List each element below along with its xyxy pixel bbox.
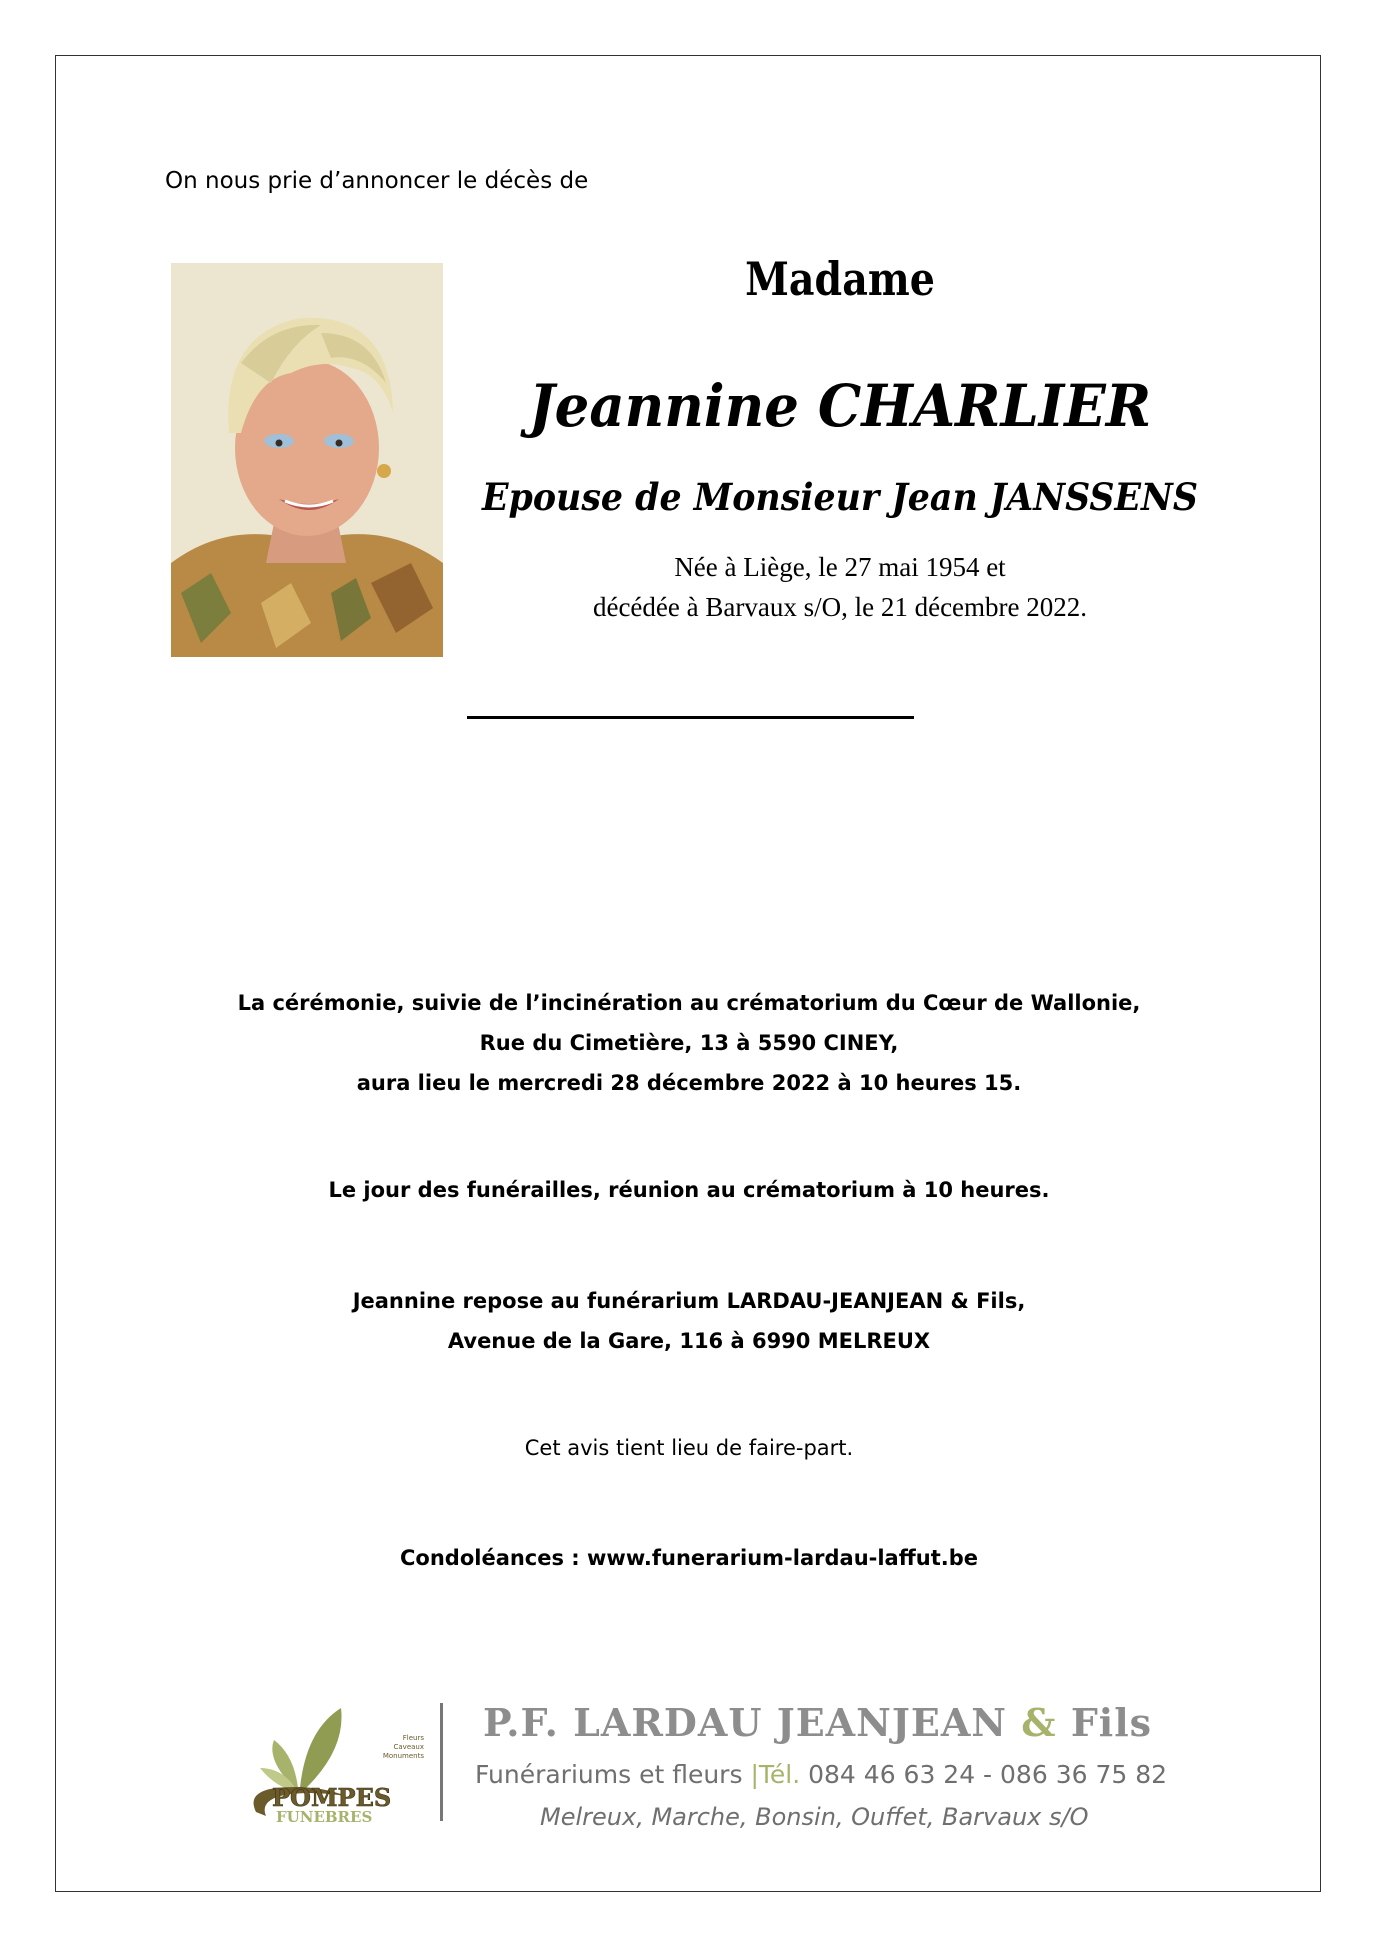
death-line: décédée à Barvaux s/O, le 21 décembre 2022.	[592, 592, 1088, 622]
birth-line: Née à Liège, le 27 mai 1954 et	[674, 552, 1006, 582]
company-amp: &	[1021, 1700, 1057, 1745]
company-suffix: Fils	[1056, 1700, 1153, 1745]
company-towns: Melreux, Marche, Bonsin, Ouffet, Barvaux s/O	[540, 1803, 1089, 1831]
intro-text: On nous prie d’annoncer le décès de	[165, 168, 589, 194]
ceremony-line-1: La cérémonie, suivie de l’incinération au crématorium du Cœur de Wallonie,	[237, 991, 1141, 1015]
rest-line-2: Avenue de la Gare, 116 à 6990 MELREUX	[447, 1329, 931, 1353]
logo-small-line-2: Caveaux	[393, 1743, 424, 1751]
rest-line-1: Jeannine repose au funérarium LARDAU-JEANJEAN & Fils,	[352, 1289, 1026, 1313]
meeting-text: Le jour des funérailles, réunion au crématorium à 10 heures.	[328, 1178, 1050, 1202]
condolences-text: Condoléances : www.funerarium-lardau-laffut.be	[400, 1546, 978, 1570]
company-prefix: P.F. LARDAU JEANJEAN	[483, 1700, 1022, 1745]
deceased-spouse: Epouse de Monsieur Jean JANSSENS	[482, 475, 1198, 519]
logo-text-funebres: FUNEBRES	[276, 1808, 373, 1826]
logo-text-pompes: POMPES	[272, 1783, 392, 1812]
footer-divider	[440, 1703, 443, 1821]
ceremony-block	[100, 983, 1278, 1103]
deceased-title: Madame	[745, 252, 935, 306]
company-services	[475, 1760, 1167, 1789]
logo-small-line-1: Fleurs	[402, 1734, 424, 1742]
portrait-photo	[171, 263, 443, 657]
separator-rule	[467, 716, 914, 719]
logo-small-line-3: Monuments	[382, 1752, 424, 1760]
notice-text: Cet avis tient lieu de faire-part.	[524, 1436, 854, 1460]
ceremony-line-2: Rue du Cimetière, 13 à 5590 CINEY,	[479, 1031, 899, 1055]
phone-numbers: 084 46 63 24 - 086 36 75 82	[800, 1760, 1168, 1789]
deceased-name: Jeannine CHARLIER	[528, 372, 1152, 440]
phone-label: |Tél.	[750, 1760, 801, 1789]
rest-block	[100, 1281, 1278, 1361]
company-name	[483, 1700, 1152, 1745]
ceremony-line-3: aura lieu le mercredi 28 décembre 2022 à 10 heures 15.	[356, 1071, 1022, 1095]
services-text: Funérariums et fleurs	[475, 1760, 751, 1789]
pompes-funebres-logo	[236, 1700, 436, 1826]
